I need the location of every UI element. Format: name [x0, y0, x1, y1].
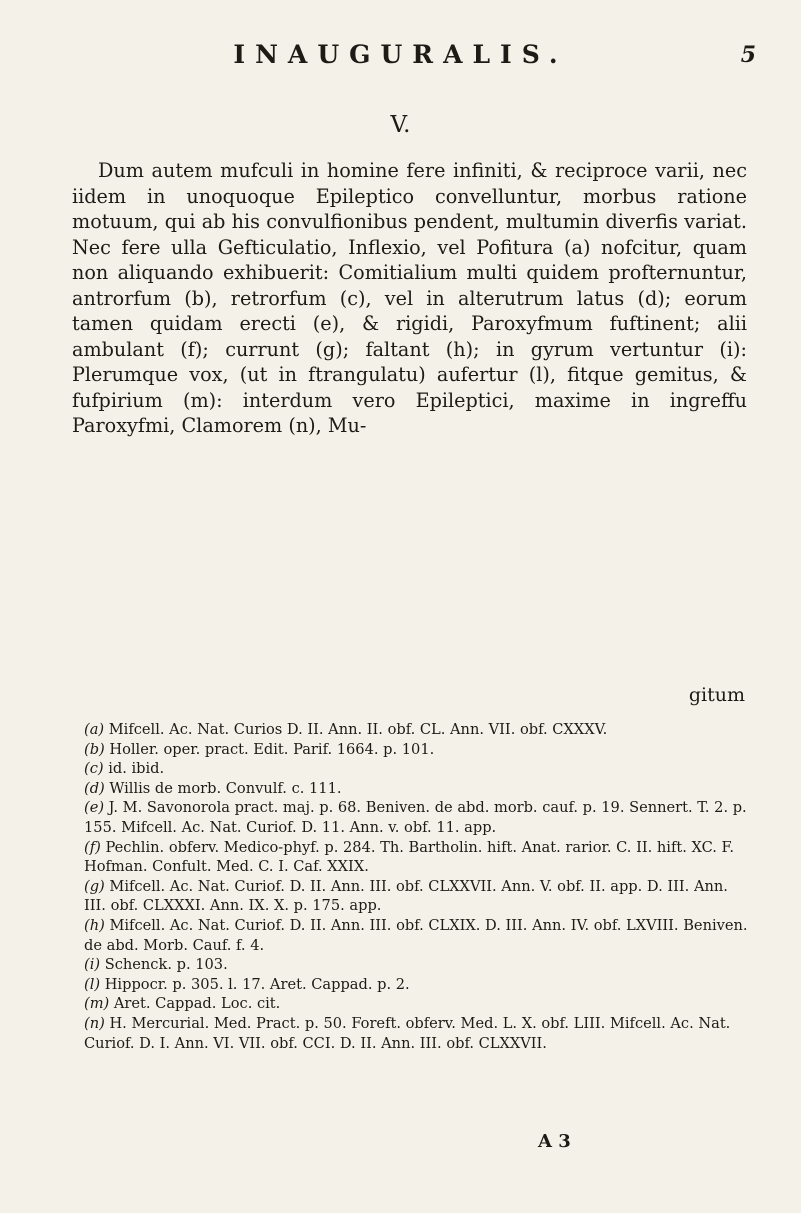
footnote [76, 994, 754, 1014]
footnotes [76, 720, 754, 1053]
footnote-label: (g) [84, 877, 105, 895]
footnote [76, 916, 754, 955]
footnote-label: (b) [84, 740, 105, 758]
footnote-text: Schenck. p. 103. [104, 956, 228, 974]
footnote-label: (h) [84, 916, 105, 934]
footnote-text: Aret. Cappad. Loc. cit. [113, 995, 281, 1013]
footnote [76, 798, 754, 837]
footnote-text: J. M. Savonorola pract. maj. p. 68. Beniven. de abd. morb. cauf. p. 19. Sennert. T. 2. p. 155. Mifcell. Ac. Nat. Curiof. D. 11. Ann. v. obf. 11. app. [84, 799, 747, 836]
footnote-text: Hippocr. p. 305. l. 17. Aret. Cappad. p. 2. [104, 975, 410, 993]
footnote-text: Willis de morb. Convulf. c. 111. [109, 779, 342, 797]
footnote-text: Mifcell. Ac. Nat. Curiof. D. II. Ann. III. obf. CLXXVII. Ann. V. obf. II. app. D. III. Ann. III. obf. CLXXXI. Ann. IX. X. p. 175. app. [84, 877, 728, 915]
footnote-label: (c) [84, 760, 104, 778]
footnote-label: (d) [84, 779, 105, 797]
footnote-text: Holler. oper. pract. Edit. Parif. 1664. p. 101. [109, 740, 435, 758]
signature-mark: A 3 [538, 1131, 571, 1152]
footnote-label: (e) [84, 799, 105, 817]
footnote-text: H. Mercurial. Med. Pract. p. 50. Foreft. obferv. Med. L. X. obf. LIII. Mifcell. Ac. Nat. Curiof. D. I. Ann. VI. VII. obf. CCI. D. II. Ann. III. obf. CLXXVII. [84, 1014, 731, 1052]
page-number: 5 [740, 42, 756, 68]
running-head: INAUGURALIS. [233, 40, 568, 69]
footnote [76, 877, 754, 916]
footnote-label: (i) [84, 956, 101, 974]
footnote-label: (a) [84, 721, 105, 738]
footnote [76, 759, 754, 779]
footnote [76, 779, 754, 799]
main-paragraph: Dum autem mufculi in homine fere infiniti, & reciproce varii, nec iidem in unoquoque Epileptico convelluntur, morbus ratione motuum, qui ab his convulfionibus pendent, multumin diverfis variat. Nec fere ulla Gefticulatio, Inflexio, vel Pofitura (a) nofcitur, quam non aliquando exhibuerit: Comitialium multi quidem profternuntur, antrorfum (b), retrorfum (c), vel in alterutrum latus (d); eorum tamen quidam erecti (e), & rigidi, Paroxyfmum fuftinent; alii ambulant (f); currunt (g); faltant (h); in gyrum vertuntur (i): Plerumque vox, (ut in ftrangulatu) aufertur (l), fitque gemitus, & fufpirium (m): interdum vero Epileptici, maxime in ingreffu Paroxyfmi, Clamorem (n), Mu- [72, 159, 747, 437]
footnote [76, 740, 754, 760]
footnote-text: id. ibid. [108, 760, 165, 778]
footnote [76, 1014, 754, 1053]
footnote-label: (f) [84, 838, 101, 856]
catchword: gitum [688, 684, 745, 706]
footnote-text: Pechlin. obferv. Medico-phyf. p. 284. Th. Bartholin. hift. Anat. rarior. C. II. hift. XC. F. Hofman. Confult. Med. C. I. Caf. XXIX. [84, 838, 735, 876]
footnote-text: Mifcell. Ac. Nat. Curios D. II. Ann. II. obf. CL. Ann. VII. obf. CXXXV. [108, 721, 608, 738]
footnote-label: (m) [84, 995, 110, 1013]
footnote-label: (n) [84, 1014, 105, 1032]
footnote-label: (l) [84, 975, 101, 993]
footnote [76, 838, 754, 877]
footnote-text: Mifcell. Ac. Nat. Curiof. D. II. Ann. III. obf. CLXIX. D. III. Ann. IV. obf. LXVIII. Beniven. de abd. Morb. Cauf. f. 4. [84, 916, 748, 954]
footnote [76, 955, 754, 975]
footnote [76, 720, 754, 740]
section-number: V. [390, 112, 411, 138]
footnote [76, 975, 754, 995]
main-text [72, 158, 747, 439]
